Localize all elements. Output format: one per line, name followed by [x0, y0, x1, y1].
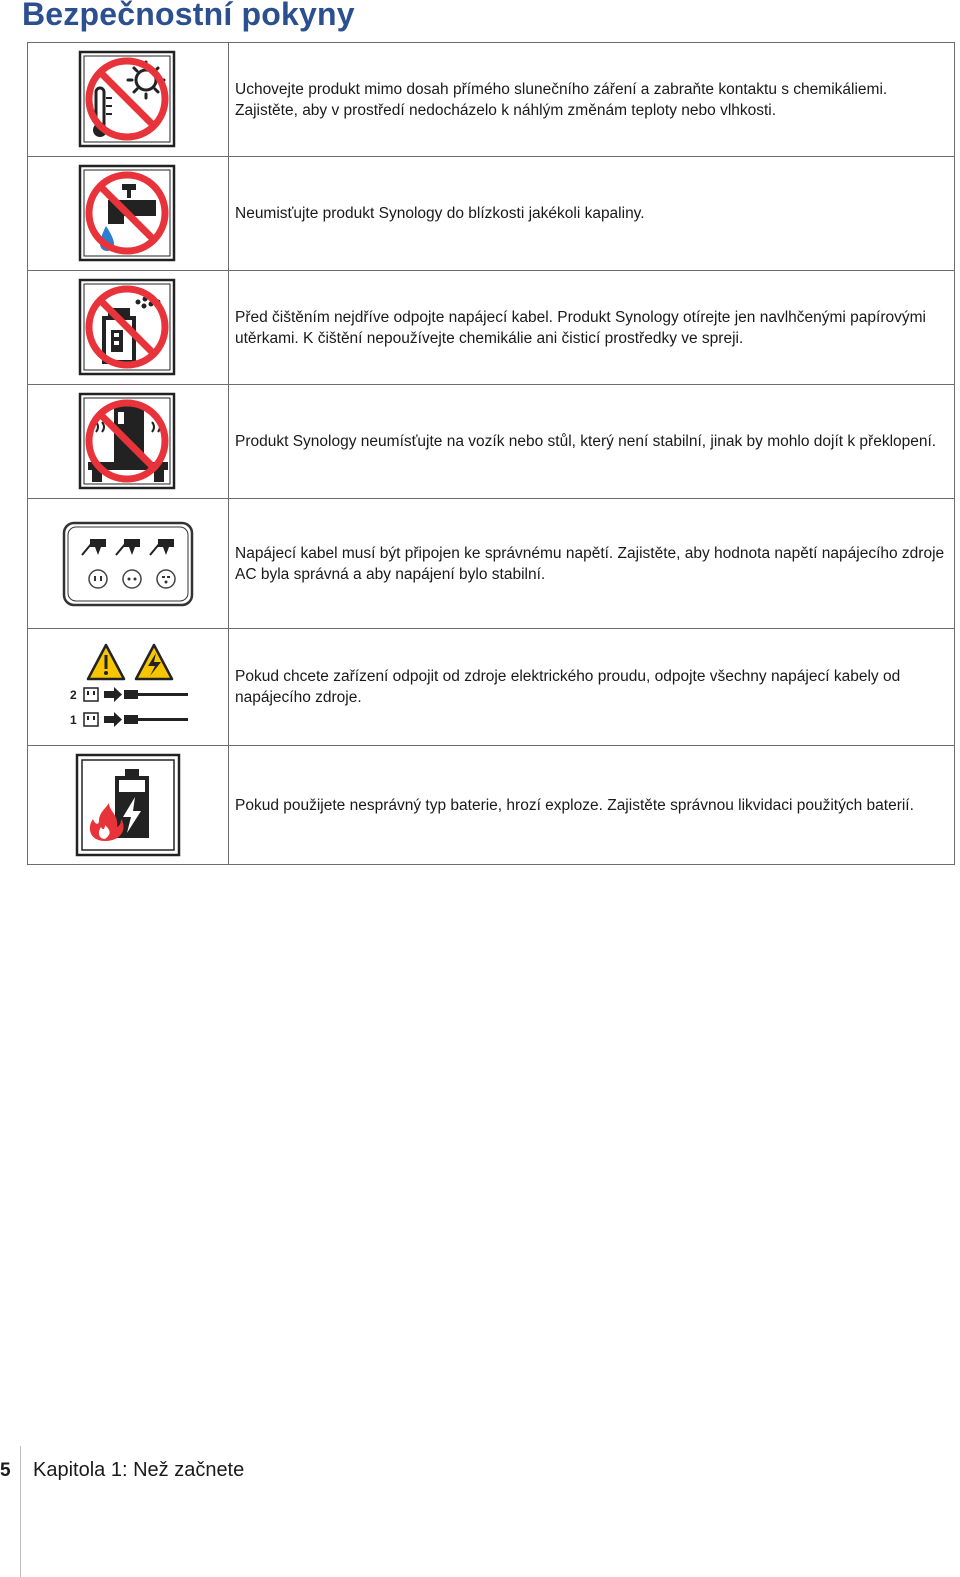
no-liquid-faucet-icon: [78, 164, 178, 264]
no-unstable-cart-icon: [78, 392, 178, 492]
instruction-row: [28, 157, 955, 271]
instruction-row: [28, 385, 955, 499]
battery-fire-icon: [75, 753, 181, 857]
icon-cell: [28, 385, 229, 499]
no-sunlight-temperature-icon: [78, 50, 178, 150]
icon-cell: [28, 746, 229, 865]
chapter-title: Kapitola 1: Než začnete: [33, 1459, 245, 1481]
instruction-text: Pokud chcete zařízení odpojit od zdroje elektrického proudu, odpojte všechny napájecí kabely od napájecího zdroje.: [229, 629, 955, 746]
instruction-text: Napájecí kabel musí být připojen ke správnému napětí. Zajistěte, aby hodnota napětí napájecího zdroje AC byla správná a aby napájení bylo stabilní.: [229, 499, 955, 629]
icon-cell: [28, 271, 229, 385]
step-label-2: 2: [70, 688, 77, 702]
power-plugs-outlets-icon: [62, 521, 194, 607]
instruction-row: [28, 629, 955, 746]
page-title: Bezpečnostní pokyny: [22, 0, 355, 32]
instruction-text: Neumisťujte produkt Synology do blízkosti jakékoli kapaliny.: [229, 157, 955, 271]
page-number: 5: [0, 1460, 11, 1481]
instruction-row: [28, 271, 955, 385]
instruction-row: [28, 43, 955, 157]
instruction-text: Před čištěním nejdříve odpojte napájecí kabel. Produkt Synology otírejte jen navlhčenými papírovými utěrkami. K čištění nepoužívejte chemikálie ani čisticí prostředky ve spreji.: [229, 271, 955, 385]
safety-instructions-table: [27, 42, 955, 865]
icon-cell: [28, 157, 229, 271]
instruction-row: [28, 499, 955, 629]
icon-cell: [28, 499, 229, 629]
step-label-1: 1: [70, 713, 77, 727]
no-spray-cleaning-icon: [78, 278, 178, 378]
instruction-text: Produkt Synology neumísťujte na vozík nebo stůl, který není stabilní, jinak by mohlo dojít k překlopení.: [229, 385, 955, 499]
icon-cell: [28, 43, 229, 157]
instruction-row: [28, 746, 955, 865]
footer-divider: [20, 1446, 21, 1577]
instruction-text: Pokud použijete nesprávný typ baterie, hrozí exploze. Zajistěte správnou likvidaci použitých baterií.: [229, 746, 955, 865]
instruction-text: Uchovejte produkt mimo dosah přímého slunečního záření a zabraňte kontaktu s chemikáliemi. Zajistěte, aby v prostředí nedocházelo k náhlým změnám teploty nebo vlhkosti.: [229, 43, 955, 157]
disconnect-power-warning-icon: [62, 639, 194, 735]
icon-cell: [28, 629, 229, 746]
